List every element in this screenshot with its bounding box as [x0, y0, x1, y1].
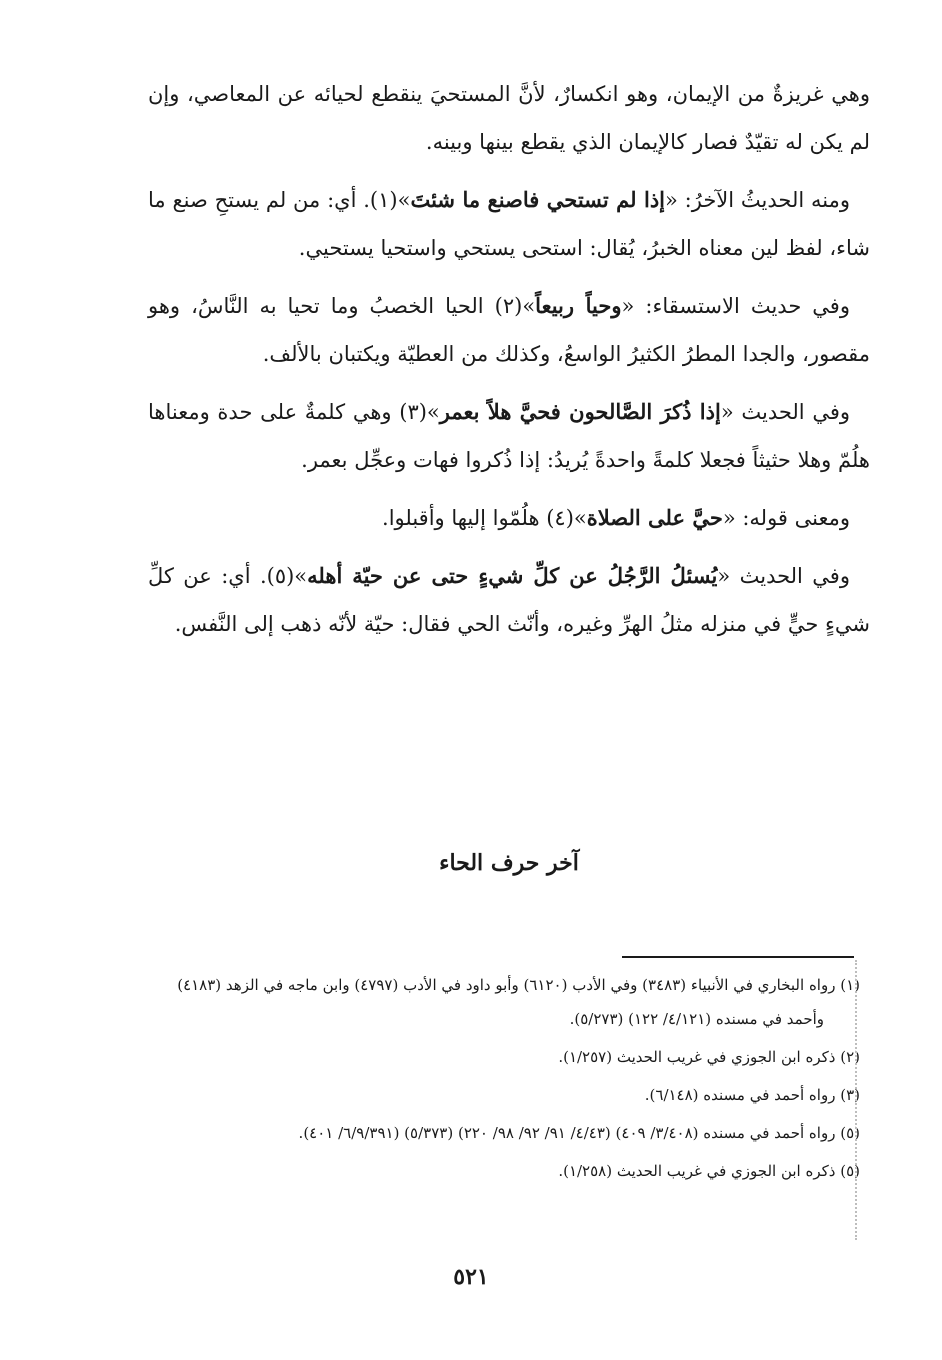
- hadith-quote: وحياً ربيعاً: [535, 293, 622, 318]
- hadith-quote: إذا ذُكرَ الصَّالحون فحيَّ هلاً بعمر: [439, 399, 721, 424]
- footnote: (٥) ذكره ابن الجوزي في غريب الحديث (١/٢٥٨).: [558, 1162, 860, 1180]
- paragraph: [148, 176, 870, 272]
- footnote: (٥) رواه أحمد في مسنده (٣/٤٠٨/ ٤٠٩) (٤/٤٣/ ٩١/ ٩٢/ ٩٨/ ٢٢٠) (٥/٣٧٣) (٦/٩/٣٩١/ ٤٠١).: [298, 1124, 860, 1142]
- hadith-quote: يُسئلُ الرَّجُلُ عن كلِّ شيءٍ حتى عن حيّة أهله: [307, 563, 718, 588]
- hadith-quote: حيَّ على الصلاة: [586, 505, 723, 530]
- hadith-quote: إذا لم تستحي فاصنع ما شئتَ: [410, 187, 666, 212]
- scan-margin-marks: [855, 960, 861, 1240]
- text-run: وهي غريزةٌ من الإيمان، وهو انكسارٌ، لأنَّ المستحيَ ينقطع لحيائه عن المعاصي، وإن لم يكن له تقيّدٌ فصار كالإيمان الذي يقطع بينها وبينه.: [148, 82, 870, 154]
- footnote: (١) رواه البخاري في الأنبياء (٣٤٨٣) وفي الأدب (٦١٢٠) وأبو داود في الأدب (٤٧٩٧) وابن ماجه في الزهد (٤١٨٣) وأحمد في مسنده (٤/١٢١/ ١٢٢) (٥/٢٧٣).: [177, 976, 860, 1028]
- footnote: (٢) ذكره ابن الجوزي في غريب الحديث (١/٢٥٧).: [558, 1048, 860, 1066]
- text-run: وفي الحديث «: [717, 564, 850, 588]
- footnote-divider: [622, 956, 854, 958]
- paragraph: [148, 388, 870, 484]
- paragraph: [148, 282, 870, 378]
- page-number: ٥٢١: [453, 1264, 489, 1290]
- text-run: »(٢) الحيا الخصبُ وما تحيا به النَّاسُ، وهو مقصور، والجدا المطرُ الكثيرُ الواسعُ، وكذلك من العطيّة ويكتبان بالألف.: [148, 294, 870, 366]
- text-run: »(٥). أي: عن كلِّ شيءٍ حيٍّ في منزله مثلُ الهرِّ وغيره، وأنّث الحي فقال: حيّة لأنّه ذهب إلى النَّفس.: [148, 564, 870, 636]
- paragraph: [148, 552, 870, 648]
- text-run: ومنه الحديثُ الآخرُ: «: [665, 188, 850, 212]
- section-end-heading: آخر حرف الحاء: [439, 850, 579, 876]
- text-run: وفي الحديث «: [720, 400, 851, 424]
- footnotes: [148, 968, 860, 1192]
- text-run: »(٣) وهي كلمةٌ على حدة ومعناها هلُمّ وهلا حثيثاً فجعلا كلمةً واحدةً يُريدُ: إذا ذُكروا فهات وعجِّل بعمر.: [148, 400, 870, 472]
- text-run: »(١). أي: من لم يستحِ صنع ما شاء، لفظ لين معناه الخبرُ، يُقال: استحى يستحي واستحيا يستحيي.: [148, 188, 870, 260]
- footnote: (٣) رواه أحمد في مسنده (٦/١٤٨).: [644, 1086, 860, 1104]
- paragraph: [148, 494, 870, 542]
- text-run: وفي حديث الاستسقاء: «: [621, 294, 850, 318]
- main-text: [148, 70, 870, 658]
- paragraph: [148, 70, 870, 166]
- text-run: ومعنى قوله: «: [722, 506, 850, 530]
- text-run: »(٤) هلُمّوا إليها وأقبلوا.: [382, 506, 587, 530]
